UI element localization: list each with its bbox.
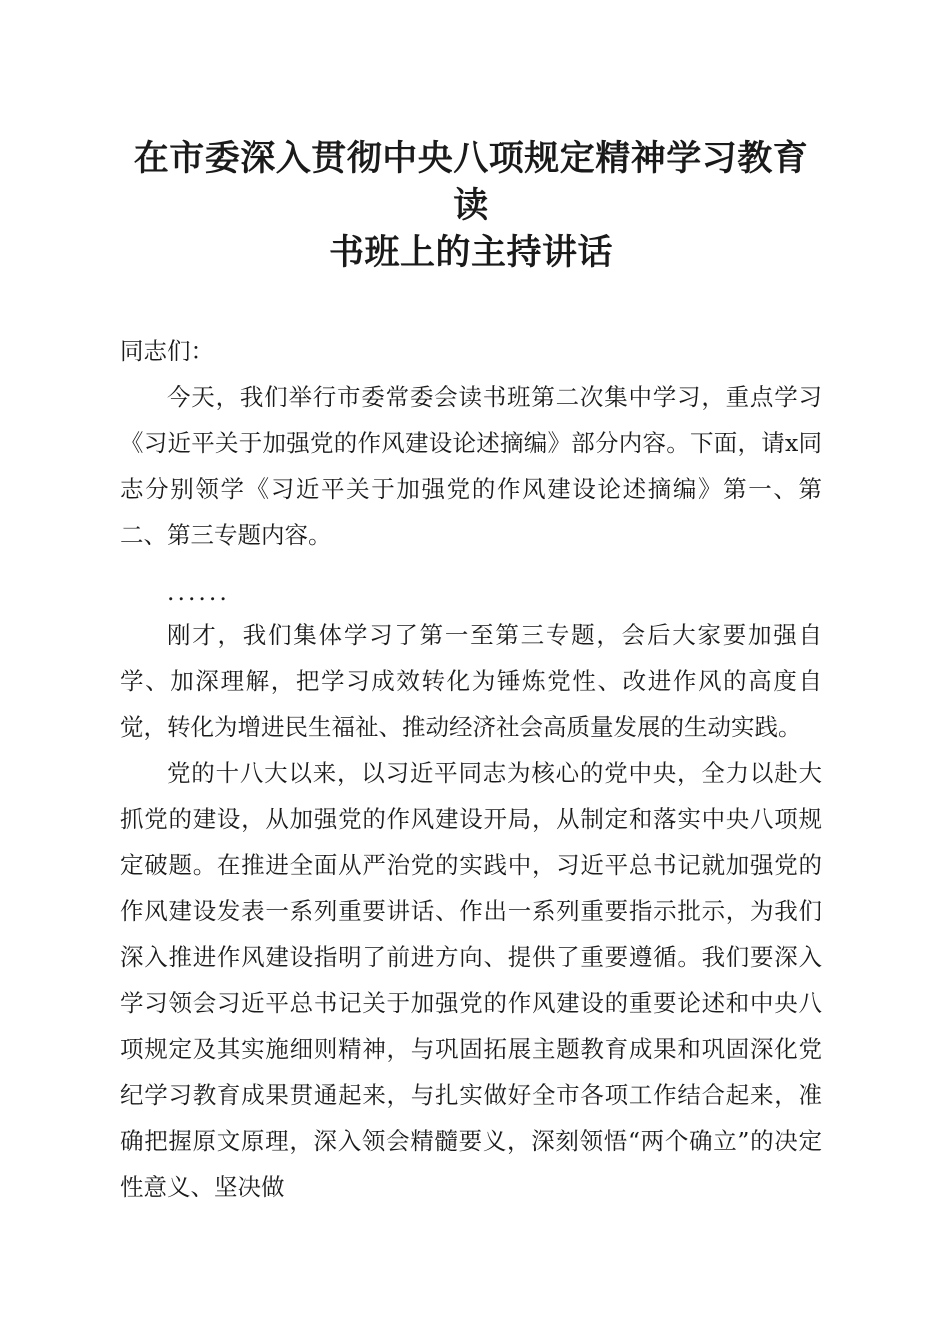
document-body: [120, 328, 822, 1210]
document-title: [120, 135, 822, 276]
paragraph-1: 今天，我们举行市委常委会读书班第二次集中学习，重点学习《习近平关于加强党的作风建设论述摘编》部分内容。下面，请x同志分别领学《习近平关于加强党的作风建设论述摘编》第一、第二、第三专题内容。: [120, 383, 822, 549]
salutation: 同志们：: [120, 337, 214, 365]
title-line-1: 在市委深入贯彻中央八项规定精神学习教育读: [133, 138, 809, 226]
ellipsis: ......: [167, 578, 230, 606]
title-line-2: 书班上的主持讲话: [328, 232, 613, 273]
paragraph-2: 刚才，我们集体学习了第一至第三专题，会后大家要加强自学、加深理解，把学习成效转化为锤炼党性、改进作风的高度自觉，转化为增进民生福祉、推动经济社会高质量发展的生动实践。: [120, 621, 822, 741]
paragraph-3: 党的十八大以来，以习近平同志为核心的党中央，全力以赴大抓党的建设，从加强党的作风建设开局，从制定和落实中央八项规定破题。在推进全面从严治党的实践中，习近平总书记就加强党的作风建设发表一系列重要讲话、作出一系列重要指示批示，为我们深入推进作风建设指明了前进方向、提供了重要遵循。我们要深入学习领会习近平总书记关于加强党的作风建设的重要论述和中央八项规定及其实施细则精神，与巩固拓展主题教育成果和巩固深化党纪学习教育成果贯通起来，与扎实做好全市各项工作结合起来，准确把握原文原理，深入领会精髓要义，深刻领悟“两个确立”的决定性意义、坚决做: [120, 759, 822, 1201]
